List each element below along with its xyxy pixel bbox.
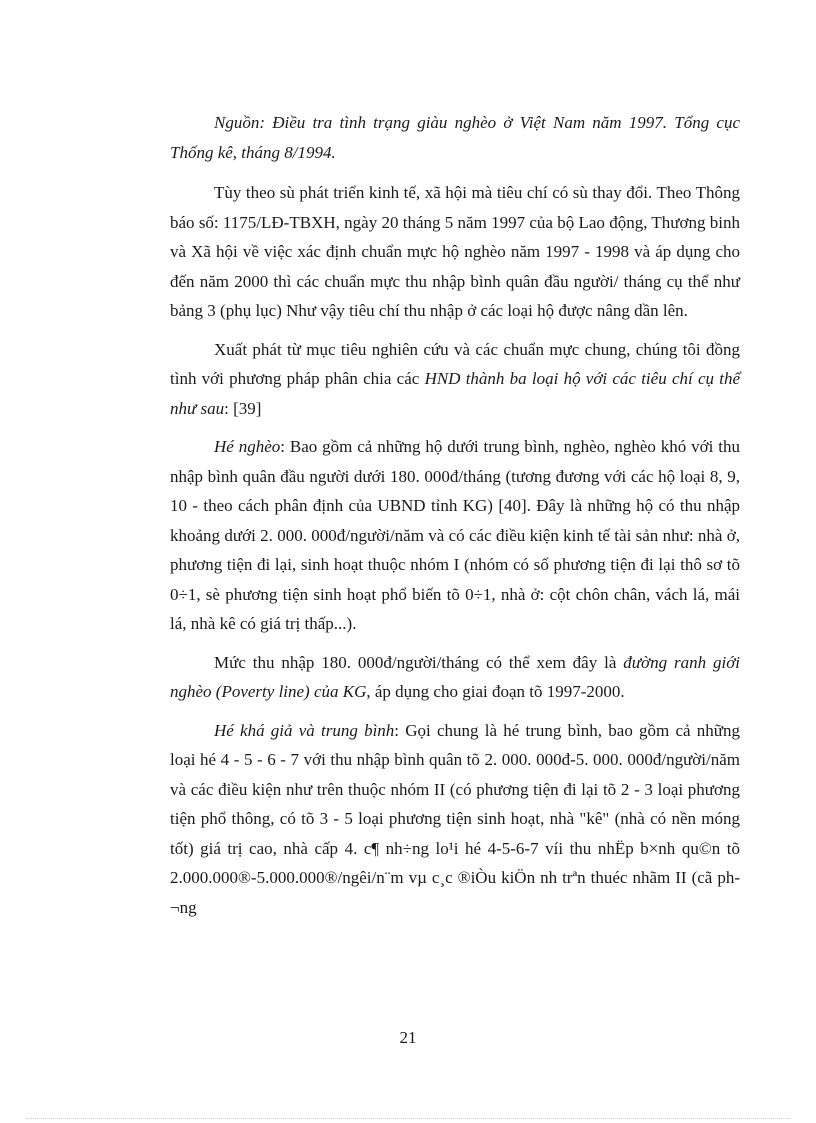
paragraph-classification-method [170,335,740,424]
paragraph-criteria-change: Tùy theo sù phát triển kinh tế, xã hội mà tiêu chí có sù thay đổi. Theo Thông báo số: 1175/LĐ-TBXH, ngày 20 tháng 5 năm 1997 của bộ Lao động, Thương binh và Xã hội về việc xác định chuẩn mực hộ nghèo năm 1997 - 1998 và áp dụng cho đến năm 2000 thì các chuẩn mực thu nhập bình quân đầu người/ tháng cụ thể như bảng 3 (phụ lục) Như vậy tiêu chí thu nhập ở các loại hộ được nâng dần lên. [170,183,740,320]
source-citation: Nguồn: Điều tra tình trạng giàu nghèo ở Việt Nam năm 1997. Tổng cục Thống kê, tháng 8/1994. [170,113,740,162]
emphasized-text: đường ranh giới nghèo (Poverty line) của KG [170,652,740,701]
paragraph-text: , áp dụng cho giai đoạn tõ 1997-2000. [366,682,625,701]
emphasized-text: HND thành ba loại hộ với các tiêu chí cụ thể như sau [170,369,740,418]
paragraph-text: : Bao gồm cả những hộ dưới trung bình, nghèo, nghèo khó với thu nhập bình quân đầu người dưới 180. 000đ/tháng (tương đương với các hộ loại 8, 9, 10 - theo cách phân định của UBND tỉnh KG) [40]. Đây là những hộ có thu nhập khoảng dưới 2. 000. 000đ/người/năm và có các điều kiện kinh tế tài sản như: nhà ở, phương tiện đi lại, sinh hoạt thuộc nhóm I (nhóm có số phương tiện đi lại thô sơ tõ 0÷1, sè phương tiện sinh hoạt phổ biến tõ 0÷1, nhà ở: cột chôn chân, vách lá, mái lá, nhà kê có giá trị thấp...). [170,437,740,633]
paragraph-average-households [170,716,740,923]
page-body [170,108,740,922]
page-number: 21 [399,1028,417,1047]
paragraph-text: Xuất phát từ mục tiêu nghiên cứu và các chuẩn mực chung, chúng tôi đồng tình với phương pháp phân chia các [170,339,740,388]
citation-ref: : [39] [224,398,262,418]
page-bottom-divider [26,1118,790,1119]
paragraph-text: Mức thu nhập 180. 000đ/người/tháng có thể xem đây là [214,652,624,672]
paragraph-poor-households [170,432,740,639]
paragraph-poverty-line [170,648,740,707]
term-poor-households: Hé nghèo [214,437,281,456]
paragraph-text: : Gọi chung là hé trung bình, bao gồm cả những loại hé 4 - 5 - 6 - 7 với thu nhập bình quân tõ 2. 000. 000đ-5. 000. 000đ/người/năm và các điều kiện như trên thuộc nhóm II (có phương tiện đi lại tõ 2 - 3 loại phương tiện phổ thông, có tõ 3 - 5 loại phương tiện sinh hoạt, nhà "kê" (nhà có nền móng tốt) giá trị cao, nhà cấp 4. c¶ nh÷ng lo¹i hé 4-5-6-7 víi thu nhËp b×nh qu©n tõ 2.000.000®-5.000.000®/ngêi/n¨m vµ c¸c ®iÒu kiÖn nh trªn thuéc nhãm II (cã ph¬ng [170,720,740,917]
term-average-households: Hé khá giả và trung bình [214,720,395,740]
